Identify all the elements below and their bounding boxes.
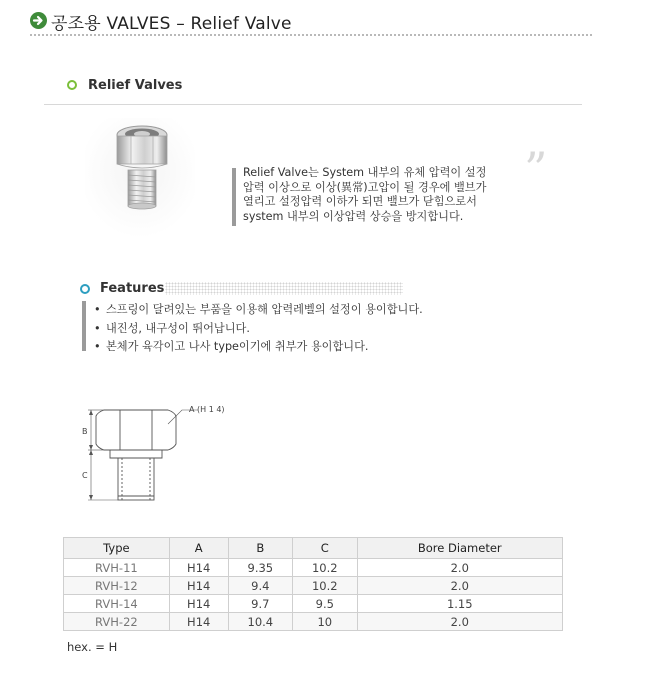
cell-c: 10 — [293, 613, 357, 631]
cell-bore-diameter: 2.0 — [357, 559, 563, 577]
cell-bore-diameter: 2.0 — [357, 613, 563, 631]
cell-type: RVH-14 — [64, 595, 170, 613]
section-dot-pattern — [165, 282, 403, 295]
spec-table — [63, 537, 563, 631]
features-accent-bar — [82, 301, 86, 351]
cell-c: 10.2 — [293, 577, 357, 595]
description-line: system 내부의 이상압력 상승을 방지합니다. — [243, 209, 464, 223]
section-title-relief-valves: Relief Valves — [88, 78, 183, 93]
cell-b: 9.35 — [228, 559, 292, 577]
dimension-diagram — [70, 398, 250, 513]
hex-note: hex. = H — [67, 640, 118, 654]
cell-b: 9.4 — [228, 577, 292, 595]
table-row — [64, 577, 563, 595]
section-bullet-icon — [80, 284, 90, 294]
cell-a: H14 — [169, 577, 228, 595]
feature-item — [94, 301, 423, 320]
feature-bullet: • — [94, 303, 101, 316]
feature-bullet: • — [94, 340, 101, 353]
feature-bullet: • — [94, 321, 101, 335]
column-header-type: Type — [64, 538, 170, 559]
description-line: 열리고 설정압력 이하가 되면 밸브가 닫힘으로서 — [243, 195, 477, 209]
table-header-row — [64, 538, 563, 559]
column-header-c: C — [293, 538, 357, 559]
header-divider — [30, 34, 592, 36]
section-bullet-icon — [67, 80, 77, 90]
dimension-label-c: C — [82, 471, 88, 480]
feature-text: 내진성, 내구성이 뛰어납니다. — [106, 321, 250, 335]
column-header-bore-diameter: Bore Diameter — [357, 538, 563, 559]
cell-c: 9.5 — [293, 595, 357, 613]
cell-a: H14 — [169, 559, 228, 577]
description-line: Relief Valve는 System 내부의 유체 압력이 설정 — [243, 166, 487, 179]
table-row — [64, 595, 563, 613]
section-divider — [44, 104, 582, 105]
column-header-a: A — [169, 538, 228, 559]
cell-type: RVH-22 — [64, 613, 170, 631]
section-title-features: Features — [100, 281, 165, 296]
description-line: 압력 이상으로 이상(異常)고압이 될 경우에 밸브가 — [243, 180, 487, 194]
cell-bore-diameter: 1.15 — [357, 595, 563, 613]
cell-c: 10.2 — [293, 559, 357, 577]
relief-valve-photo — [85, 118, 195, 238]
feature-text: 본체가 육각이고 나사 type이기에 취부가 용이합니다. — [106, 340, 369, 353]
feature-item — [94, 320, 423, 339]
features-list — [94, 301, 423, 357]
dimension-label-a: A (H 1 4) — [189, 405, 225, 414]
column-header-b: B — [228, 538, 292, 559]
table-row — [64, 613, 563, 631]
feature-text: 스프링이 달려있는 부품을 이용해 압력레벨의 설정이 용이합니다. — [106, 303, 423, 316]
table-row — [64, 559, 563, 577]
description-accent-bar — [232, 168, 236, 226]
cell-type: RVH-11 — [64, 559, 170, 577]
dimension-label-b: B — [82, 427, 88, 436]
cell-a: H14 — [169, 613, 228, 631]
description-text — [243, 166, 553, 224]
cell-a: H14 — [169, 595, 228, 613]
cell-type: RVH-12 — [64, 577, 170, 595]
cell-b: 9.7 — [228, 595, 292, 613]
cell-b: 10.4 — [228, 613, 292, 631]
arrow-right-circle-icon — [30, 12, 47, 29]
quote-icon: ” — [524, 142, 548, 196]
page-title: 공조용 VALVES – Relief Valve — [51, 14, 292, 34]
cell-bore-diameter: 2.0 — [357, 577, 563, 595]
feature-item — [94, 338, 423, 357]
